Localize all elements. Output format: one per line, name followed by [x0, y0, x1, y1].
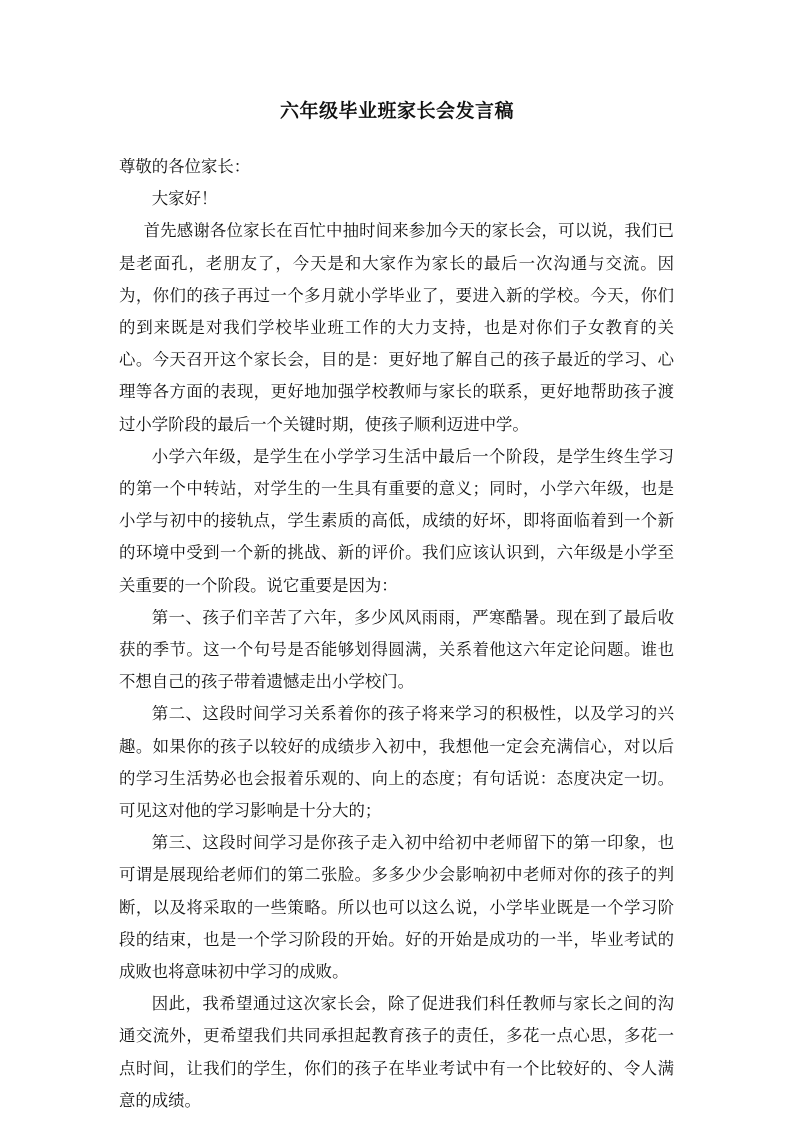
paragraph-grade-six: 小学六年级，是学生在小学学习生活中最后一个阶段，是学生终生学习的第一个中转站，对学生的一生具有重要的意义；同时，小学六年级，也是小学与初中的接轨点，学生素质的高低，成绩的好坏，即将面临着到一个新的环境中受到一个新的挑战、新的评价。我们应该认识到，六年级是小学至关重要的一个阶段。说它重要是因为：: [119, 446, 674, 595]
paragraph-opening: 首先感谢各位家长在百忙中抽时间来参加今天的家长会，可以说，我们已是老面孔，老朋友了，今天是和大家作为家长的最后一次沟通与交流。因为，你们的孩子再过一个多月就小学毕业了，要进入新的学校。今天，你们的到来既是对我们学校毕业班工作的大力支持，也是对你们子女教育的关心。今天召开这个家长会，目的是：更好地了解自己的孩子最近的学习、心理等各方面的表现，更好地加强学校教师与家长的联系，更好地帮助孩子渡过小学阶段的最后一个关键时期，使孩子顺利迈进中学。: [119, 221, 674, 434]
paragraph-third-point: 第三、这段时间学习是你孩子走入初中给初中老师留下的第一印象，也可谓是展现给老师们的第二张脸。多多少少会影响初中老师对你的孩子的判断，以及将采取的一些策略。所以也可以这么说，小学毕业既是一个学习阶段的结束，也是一个学习阶段的开始。好的开始是成功的一半，毕业考试的成败也将意味初中学习的成败。: [119, 833, 674, 982]
paragraph-second-point: 第二、这段时间学习关系着你的孩子将来学习的积极性，以及学习的兴趣。如果你的孩子以较好的成绩步入初中，我想他一定会充满信心，对以后的学习生活势必也会报着乐观的、向上的态度；有句话说：态度决定一切。可见这对他的学习影响是十分大的；: [119, 704, 674, 821]
document-title: 六年级毕业班家长会发言稿: [279, 100, 514, 122]
paragraph-conclusion: 因此，我希望通过这次家长会，除了促进我们科任教师与家长之间的沟通交流外，更希望我们共同承担起教育孩子的责任，多花一点心思，多花一点时间，让我们的学生，你们的孩子在毕业考试中有一个比较好的、令人满意的成绩。: [119, 994, 674, 1110]
paragraph-first-point: 第一、孩子们辛苦了六年，多少风风雨雨，严寒酷暑。现在到了最后收获的季节。这一个句号是否能够划得圆满，关系着他这六年定论问题。谁也不想自己的孩子带着遗憾走出小学校门。: [119, 607, 674, 692]
document-body: [119, 151, 674, 1117]
greeting: 大家好！: [151, 189, 218, 209]
salutation: 尊敬的各位家长：: [119, 157, 251, 176]
